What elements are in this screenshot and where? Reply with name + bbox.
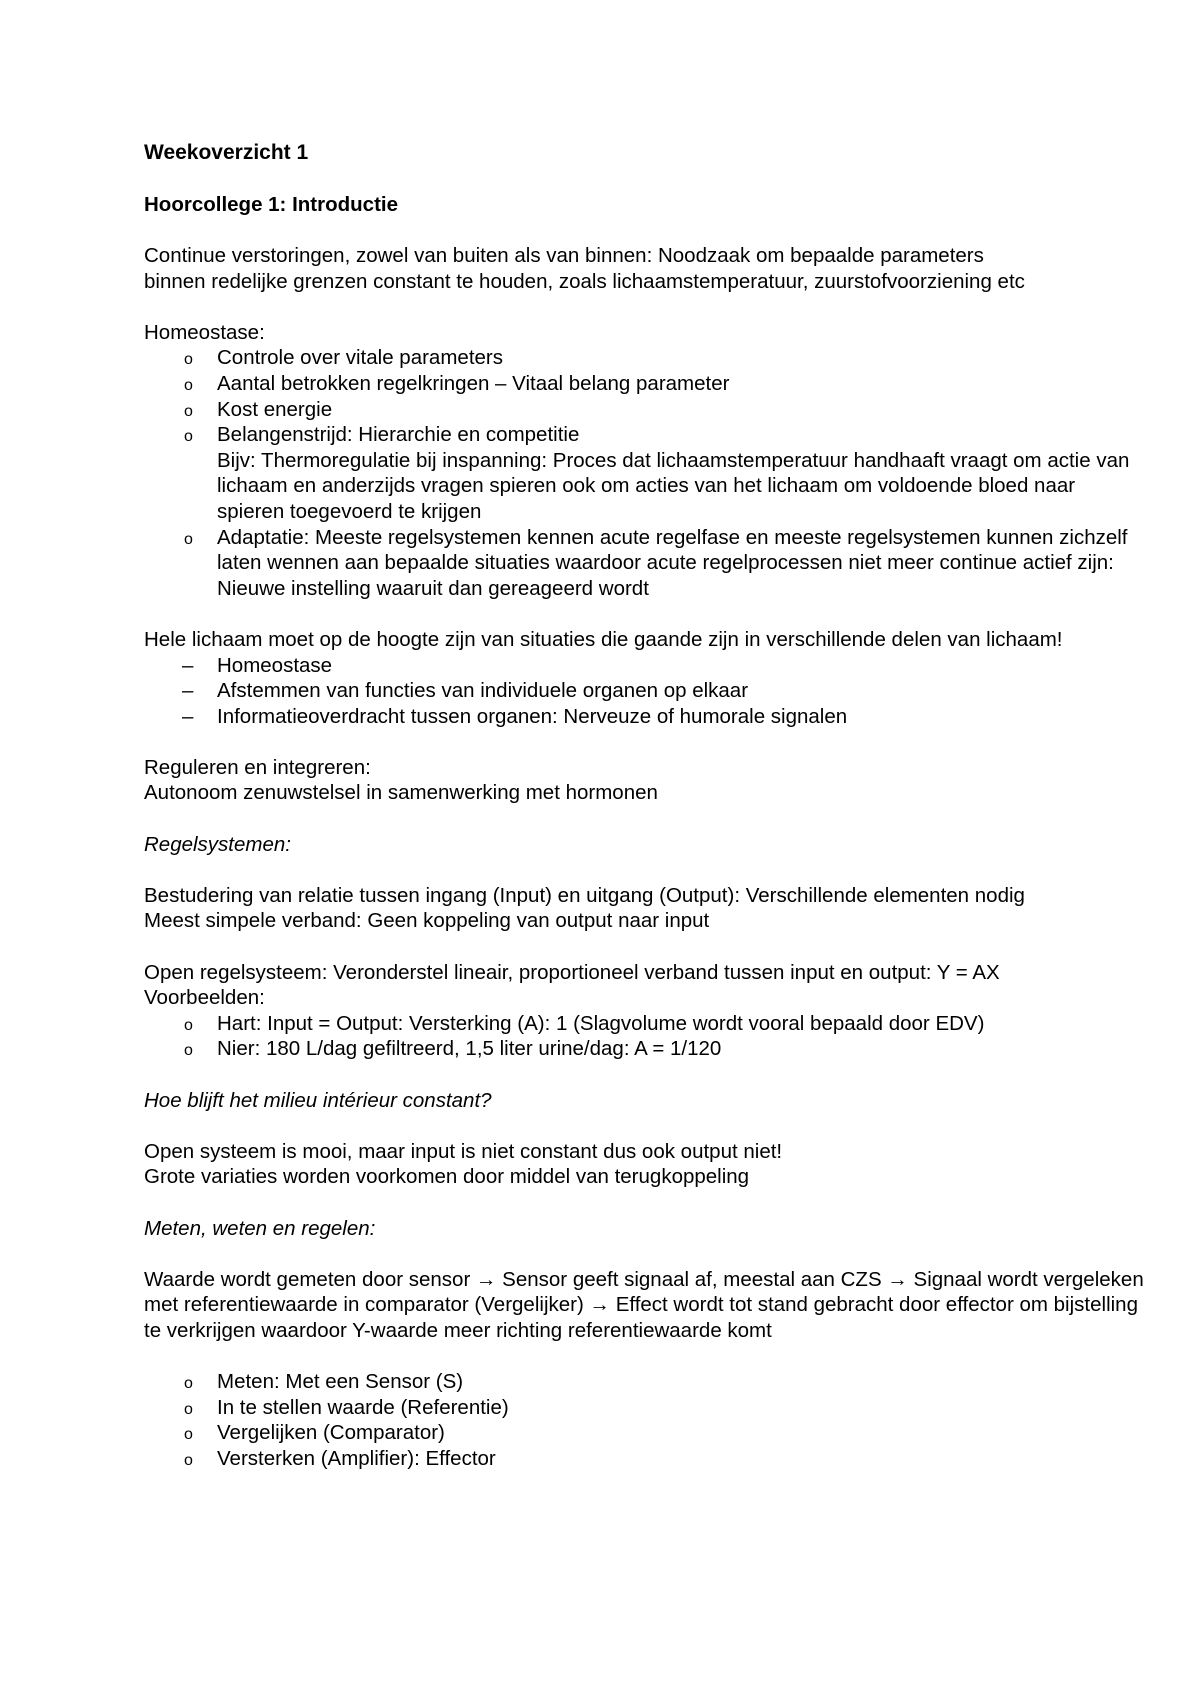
list-item: – Afstemmen van functies van individuele organen op elkaar xyxy=(182,679,749,703)
bullet-marker: o xyxy=(184,1426,193,1444)
arrow-right-icon: → xyxy=(475,1267,497,1291)
reguleren-paragraph: Reguleren en integreren: Autonoom zenuwstelsel in samenwerking met hormonen xyxy=(144,755,658,805)
arrow-right-icon: → xyxy=(589,1293,610,1317)
bullet-marker: o xyxy=(184,1042,193,1060)
regelsystemen-paragraph: Bestudering van relatie tussen ingang (Input) en uitgang (Output): Verschillende elementen nodig Meest simpele verband: Geen koppeling van output naar input xyxy=(144,883,1025,933)
list-item: o Nier: 180 L/dag gefiltreerd, 1,5 liter urine/dag: A = 1/120 xyxy=(144,1036,1144,1062)
list-item: o Kost energie xyxy=(144,397,1144,423)
list-item: o In te stellen waarde (Referentie) xyxy=(144,1395,1144,1421)
list-item: o Meten: Met een Sensor (S) xyxy=(144,1369,1144,1395)
list-item: – Informatieoverdracht tussen organen: Nerveuze of humorale signalen xyxy=(182,704,848,728)
intro-line-2: binnen redelijke grenzen constant te houden, zoals lichaamstemperatuur, zuurstofvoorziening etc xyxy=(144,269,1025,293)
bullet-marker: o xyxy=(184,1400,193,1418)
dash-marker: – xyxy=(182,704,194,728)
bullet-marker: o xyxy=(184,1451,193,1469)
list-item: o Hart: Input = Output: Versterking (A): 1 (Slagvolume wordt vooral bepaald door EDV) xyxy=(144,1011,1144,1037)
list-item: o Adaptatie: Meeste regelsystemen kennen acute regelfase en meeste regelsystemen kunnen zichzelf laten wennen aan bepaalde situaties waardoor acute regelprocessen niet meer continue actief zijn: Nieuwe instelling waaruit dan gereageerd wordt xyxy=(184,525,1128,600)
list-item: o Aantal betrokken regelkringen – Vitaal belang parameter xyxy=(144,371,1144,397)
lichaam-list xyxy=(144,653,1144,730)
document-page xyxy=(144,140,1144,1472)
bullet-marker: o xyxy=(184,351,193,369)
homeostase-list xyxy=(144,345,1144,601)
bullet-marker: o xyxy=(184,1375,193,1393)
open-regelsysteem-paragraph: Open regelsysteem: Veronderstel lineair, proportioneel verband tussen input en output: Y = AX Voorbeelden: xyxy=(144,960,1000,1010)
arrow-right-icon: → xyxy=(887,1267,908,1291)
list-item: o Vergelijken (Comparator) xyxy=(144,1420,1144,1446)
voorbeelden-list xyxy=(144,1011,1144,1062)
meten-list xyxy=(144,1369,1144,1471)
bullet-marker: o xyxy=(184,428,193,446)
bullet-marker: o xyxy=(184,530,193,548)
list-item: o Controle over vitale parameters xyxy=(144,345,1144,371)
bullet-marker: o xyxy=(184,402,193,420)
document-title: Weekoverzicht 1 xyxy=(144,141,309,164)
meten-heading: Meten, weten en regelen: xyxy=(144,1216,376,1240)
homeostase-heading: Homeostase: xyxy=(144,320,265,344)
bullet-marker: o xyxy=(184,376,193,394)
list-item: o Versterken (Amplifier): Effector xyxy=(144,1446,1144,1472)
example-text: Bijv: Thermoregulatie bij inspanning: Proces dat lichaamstemperatuur handhaaft vraagt om actie van lichaam en anderzijds vragen spieren ook om acties van het lichaam om voldoende bloed naar spieren toegevoerd te krijgen xyxy=(217,448,1130,523)
dash-marker: – xyxy=(182,653,194,677)
lecture-heading: Hoorcollege 1: Introductie xyxy=(144,193,398,216)
milieu-heading: Hoe blijft het milieu intérieur constant? xyxy=(144,1088,492,1112)
bullet-marker: o xyxy=(184,1016,193,1034)
intro-line-1: Continue verstoringen, zowel van buiten als van binnen: Noodzaak om bepaalde parameters xyxy=(144,244,984,267)
milieu-paragraph: Open systeem is mooi, maar input is niet constant dus ook output niet! Grote variaties worden voorkomen door middel van terugkoppeling xyxy=(144,1139,783,1189)
meten-paragraph: Waarde wordt gemeten door sensor → Sensor geeft signaal af, meestal aan CZS → Signaal wordt vergeleken met referentiewaarde in comparator (Vergelijker) → Effect wordt tot stand gebracht door effector om bijstelling te verkrijgen waardoor Y-waarde meer richting referentiewaarde komt xyxy=(144,1267,1144,1342)
list-item: – Homeostase xyxy=(182,653,333,677)
regelsystemen-heading: Regelsystemen: xyxy=(144,832,291,856)
dash-marker: – xyxy=(182,679,194,703)
list-item: o Belangenstrijd: Hierarchie en competitie Bijv: Thermoregulatie bij inspanning: Proces dat lichaamstemperatuur handhaaft vraagt om actie van lichaam en anderzijds vragen spieren ook om acties van het lichaam om voldoende bloed naar spieren toegevoerd te krijgen xyxy=(184,423,1130,523)
lichaam-paragraph: Hele lichaam moet op de hoogte zijn van situaties die gaande zijn in verschillende delen van lichaam! xyxy=(144,627,1063,651)
intro-paragraph xyxy=(144,243,1144,294)
